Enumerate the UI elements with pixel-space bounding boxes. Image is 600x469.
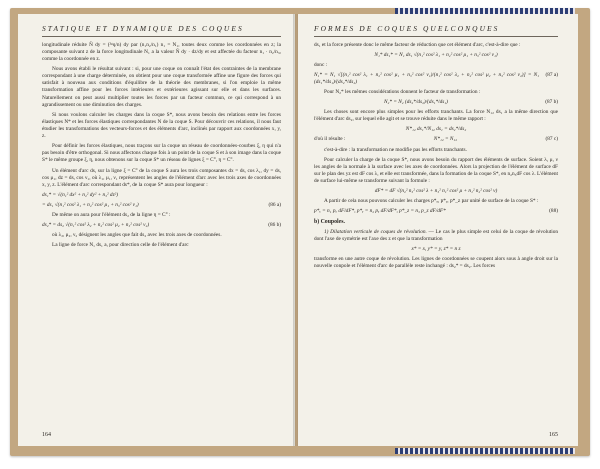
right-page	[298, 14, 578, 446]
right-page-body	[314, 42, 558, 270]
equation-number: (88)	[549, 208, 558, 215]
equation	[314, 208, 558, 215]
left-page-body	[42, 42, 281, 249]
equation-text: N*₁₂ = N₁₂	[433, 136, 458, 143]
equation-text: dF* = dF √(n₂² n₃² cos² λ + n₃² n₁² cos² μ + n₁² n₂² cos² ν)	[374, 187, 498, 194]
equation	[314, 52, 558, 59]
right-running-head: FORMES DE COQUES QUELCONQUES	[314, 24, 558, 37]
equation-text: = ds₁ √(n₁² cos² λ₁ + n₂² cos² μ₁ + n₃² cos² ν₁)	[42, 201, 139, 208]
paragraph: Les choses sont encore plus simples pour les efforts tranchants. La force N₁₂ ds₁ a la même direction que l'élément d'arc ds₂, sur lequel elle agit et se trouve réduite dans le même rapport :	[314, 109, 558, 123]
paragraph: Un élément d'arc ds, sur la ligne ξ = C° de la coque S aura les trois composantes dx = ds, cos λ₁, dy = ds, cos μ₁, dz = ds, cos ν₁, où λ₁, μ₁, ν₁ représentent les angles de l'élément d'arc avec les trois axes de coordonnées x, y, z. L'élément d'arc correspondant ds*, de la coque S* aura pour longueur :	[42, 167, 281, 188]
paragraph: transforme en une autre coque de révolution. Les lignes de coordonnées se coupent alors sous à angle droit sur la nouvelle conpole et l'élément d'arc de parallèle reste inchangé : ds₂* = ds₂. Les forces	[314, 256, 558, 270]
paragraph: c'est-à-dire : la transformation ne modifie pas les efforts tranchants.	[324, 146, 467, 153]
paragraph: d'où il résulte :	[314, 136, 346, 143]
equation-text: p*ₓ = n₁ pₓ dF/dF*, p*ᵧ = n₂ pᵧ dF/dF*, p*_z = n₃ p_z dF/dF*	[314, 208, 446, 215]
equation-number: (87 a)	[545, 72, 558, 79]
equation	[42, 222, 281, 229]
equation	[314, 246, 558, 253]
paragraph: Pour définir les forces élastiques, nous traçons sur la coque un réseau de coordonnées-courbes ξ, η qui n'a pas besoin d'être orthogonal. Si nous affectons chaque fois à un point de la coque S et à son image dans la coque S* le même groupe ξ, η, nous obtenons sur la coque S* un réseau de lignes ξ = C°, η = C°.	[42, 143, 281, 164]
paragraph: De même on aura pour l'élément ds₂ de la ligne η = C° :	[52, 211, 171, 218]
paragraph: Si nous voulons calculer les charges dans la coque S*, nous avons besoin des relations entre les forces élastiques N* et les forces élastiques correspondantes N de la coque S. Pour découvrir ces relations, il nous faut étudier les transformations des vecteurs-forces et des éléments d'arc, inclinés par rapport aux coordonnées x, y, z.	[42, 111, 281, 139]
equation-text: N₁* = N₁ √[(n₁² cos² λ₁ + n₂² cos² μ₁ + n₃² cos² ν₁)/(n₁² cos² λ₂ + n₂² cos² μ₂ + n₃² cos² ν₂)] = N₁ (ds₁*/ds₁)/(ds₂*/ds₂)	[314, 72, 539, 86]
left-running-head: STATIQUE ET DYNAMIQUE DES COQUES	[42, 24, 281, 37]
section-title: b) Coupoles.	[314, 219, 345, 226]
equation	[314, 72, 558, 86]
paragraph: Pour calculer la charge de la coque S*, nous avons besoin du rapport des éléments de surface. Soient λ, μ, ν les angles de la normale à la surface avec les axes de coordonnées. Alors la projection de l'élément de surface dF sur le plan des yz est dF cos λ, et elle est transformée, dans la formation de la coque S*, en n₂n₃dF cos λ. L'élément de surface lui-même se transforme suivant la formule :	[314, 156, 558, 184]
paragraph: Nous avons établi le résultat suivant : si, pour une coque on connaît l'état des contraintes de la membrane correspondant à une charge déterminée, on obtient pour une coque transformée affine une figure des forces qui satisfait à nouveau aux conditions d'équilibre de la théorie des membranes, si l'on emploie la même transformation affine pour les forces intérieures et extérieures agissant sur elle et dans les surfaces. Naturellement on peut aussi multiplier toutes les forces par un facteur commun, ce qui correspond à un agrandissement ou une diminution des charges.	[42, 66, 281, 108]
equation-text: N₁* ds₁* = N₁ ds₁ √(n₁² cos² λ₁ + n₂² cos² μ₁ + n₃² cos² ν₁)	[374, 52, 498, 59]
equation-text: x* = x, y* = y, z* = n z	[411, 246, 461, 253]
equation	[314, 188, 558, 195]
paragraph: Pour N₂* les mêmes considérations donnent le facteur de transformation :	[324, 89, 481, 96]
paragraph: où λ₂, μ₂, ν₂ désignent les angles que fait ds₂ avec les trois axes de coordonnées.	[52, 231, 222, 238]
equation-text: ds₂* = ds₂ √(n₁² cos² λ₂ + n₂² cos² μ₂ + n₃² cos² ν₂)	[42, 221, 150, 228]
equation	[314, 126, 558, 133]
equation-number: (87 c)	[545, 136, 558, 143]
paragraph: 1) Dilatation verticale de coques de révolution. — Le cas le plus simple est celui de la coque de révolution dont l'axe de symétrie est l'axe des z et que la transformation	[314, 229, 558, 243]
paragraph: longitudinale réduite N̄ dy = (²ᵍq/n) dy par (n₁n₂/n₁) n₁ = N₁, toutes deux comme les coordonnées en z; la composante suivant z de la force longitudinale N₁ a la valeur N̄ dy · dz/dy et est affectée du facteur n₁ · n₂/n₃, comme la coordonnée en z.	[42, 42, 281, 63]
left-page	[18, 14, 295, 446]
subsection-title: 1) Dilatation verticale de coques de révolution.	[324, 229, 427, 236]
equation	[314, 136, 558, 143]
paragraph: ds₁ et la force présente donc le même facteur de réduction que cet élément d'arc, c'est-à-dire que :	[314, 42, 521, 48]
paragraph: La ligne de force N₁ ds₁ a, pour direction celle de l'élément d'arc	[52, 242, 189, 249]
paragraph: donc :	[314, 62, 328, 69]
equation-text: N₂* = N₂ (ds₂*/ds₂)/(ds₁*/ds₁)	[384, 99, 448, 106]
equation	[314, 99, 558, 106]
paragraph: A partir de cela nous pouvons calculer les charges p*ₓ, p*ᵧ, p*_z par unité de surface de la coque S* :	[324, 197, 539, 204]
bookmark-ribbon-bottom	[395, 448, 575, 454]
right-page-number: 165	[549, 432, 558, 438]
equation-number: (86 b)	[268, 221, 281, 228]
equation-number: (87 b)	[545, 99, 558, 106]
equation-text: N*₁₂ ds₁*/N₁₂ ds₁ = ds₂*/ds₂	[405, 126, 467, 133]
equation-text: ds₁* = √(n₁² dx² + n₂² dy² + n₃² dz²)	[42, 191, 118, 198]
equation	[42, 202, 281, 209]
equation-number: (86 a)	[268, 201, 281, 208]
equation	[42, 192, 281, 199]
left-page-number: 164	[42, 432, 51, 438]
